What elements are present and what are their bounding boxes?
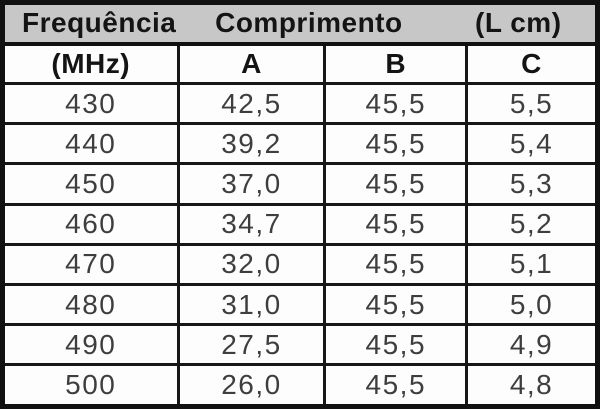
table-row [3, 164, 598, 204]
cell-length-a: 37,0 [178, 164, 325, 204]
cell-length-c: 4,8 [467, 365, 598, 407]
cell-length-b: 45,5 [325, 84, 467, 124]
column-header-mhz: (MHz) [3, 44, 179, 84]
cell-length-c: 5,2 [467, 204, 598, 244]
header-comprimento: Comprimento [215, 7, 403, 39]
table-row [3, 124, 598, 164]
cell-frequency: 460 [3, 204, 179, 244]
cell-frequency: 470 [3, 244, 179, 284]
cell-frequency: 500 [3, 365, 179, 407]
cell-length-c: 5,3 [467, 164, 598, 204]
column-header-b: B [325, 44, 467, 84]
cell-length-a: 26,0 [178, 365, 325, 407]
cell-frequency: 430 [3, 84, 179, 124]
header-l-cm-unit: (L cm) [475, 7, 562, 39]
cell-length-a: 39,2 [178, 124, 325, 164]
cell-length-a: 42,5 [178, 84, 325, 124]
cell-length-a: 31,0 [178, 285, 325, 325]
cell-length-b: 45,5 [325, 365, 467, 407]
cell-length-b: 45,5 [325, 204, 467, 244]
cell-frequency: 480 [3, 285, 179, 325]
cell-length-c: 5,4 [467, 124, 598, 164]
table-row [3, 244, 598, 284]
table-header-main-cell [3, 3, 598, 44]
table-header-row-columns [3, 44, 598, 84]
cell-length-c: 5,0 [467, 285, 598, 325]
cell-length-a: 32,0 [178, 244, 325, 284]
column-header-a: A [178, 44, 325, 84]
table-row [3, 204, 598, 244]
table-header-row-main [3, 3, 598, 44]
cell-length-b: 45,5 [325, 164, 467, 204]
cell-frequency: 490 [3, 325, 179, 365]
column-header-c: C [467, 44, 598, 84]
cell-length-a: 34,7 [178, 204, 325, 244]
table-row [3, 365, 598, 407]
cell-frequency: 440 [3, 124, 179, 164]
cell-length-a: 27,5 [178, 325, 325, 365]
table-row [3, 84, 598, 124]
table-row [3, 285, 598, 325]
cell-length-b: 45,5 [325, 325, 467, 365]
cell-frequency: 450 [3, 164, 179, 204]
header-frequencia: Frequência [22, 7, 177, 39]
cell-length-b: 45,5 [325, 124, 467, 164]
cell-length-c: 5,1 [467, 244, 598, 284]
cell-length-b: 45,5 [325, 285, 467, 325]
cell-length-c: 4,9 [467, 325, 598, 365]
cell-length-c: 5,5 [467, 84, 598, 124]
cell-length-b: 45,5 [325, 244, 467, 284]
table-row [3, 325, 598, 365]
table-header-main-content [5, 9, 595, 37]
